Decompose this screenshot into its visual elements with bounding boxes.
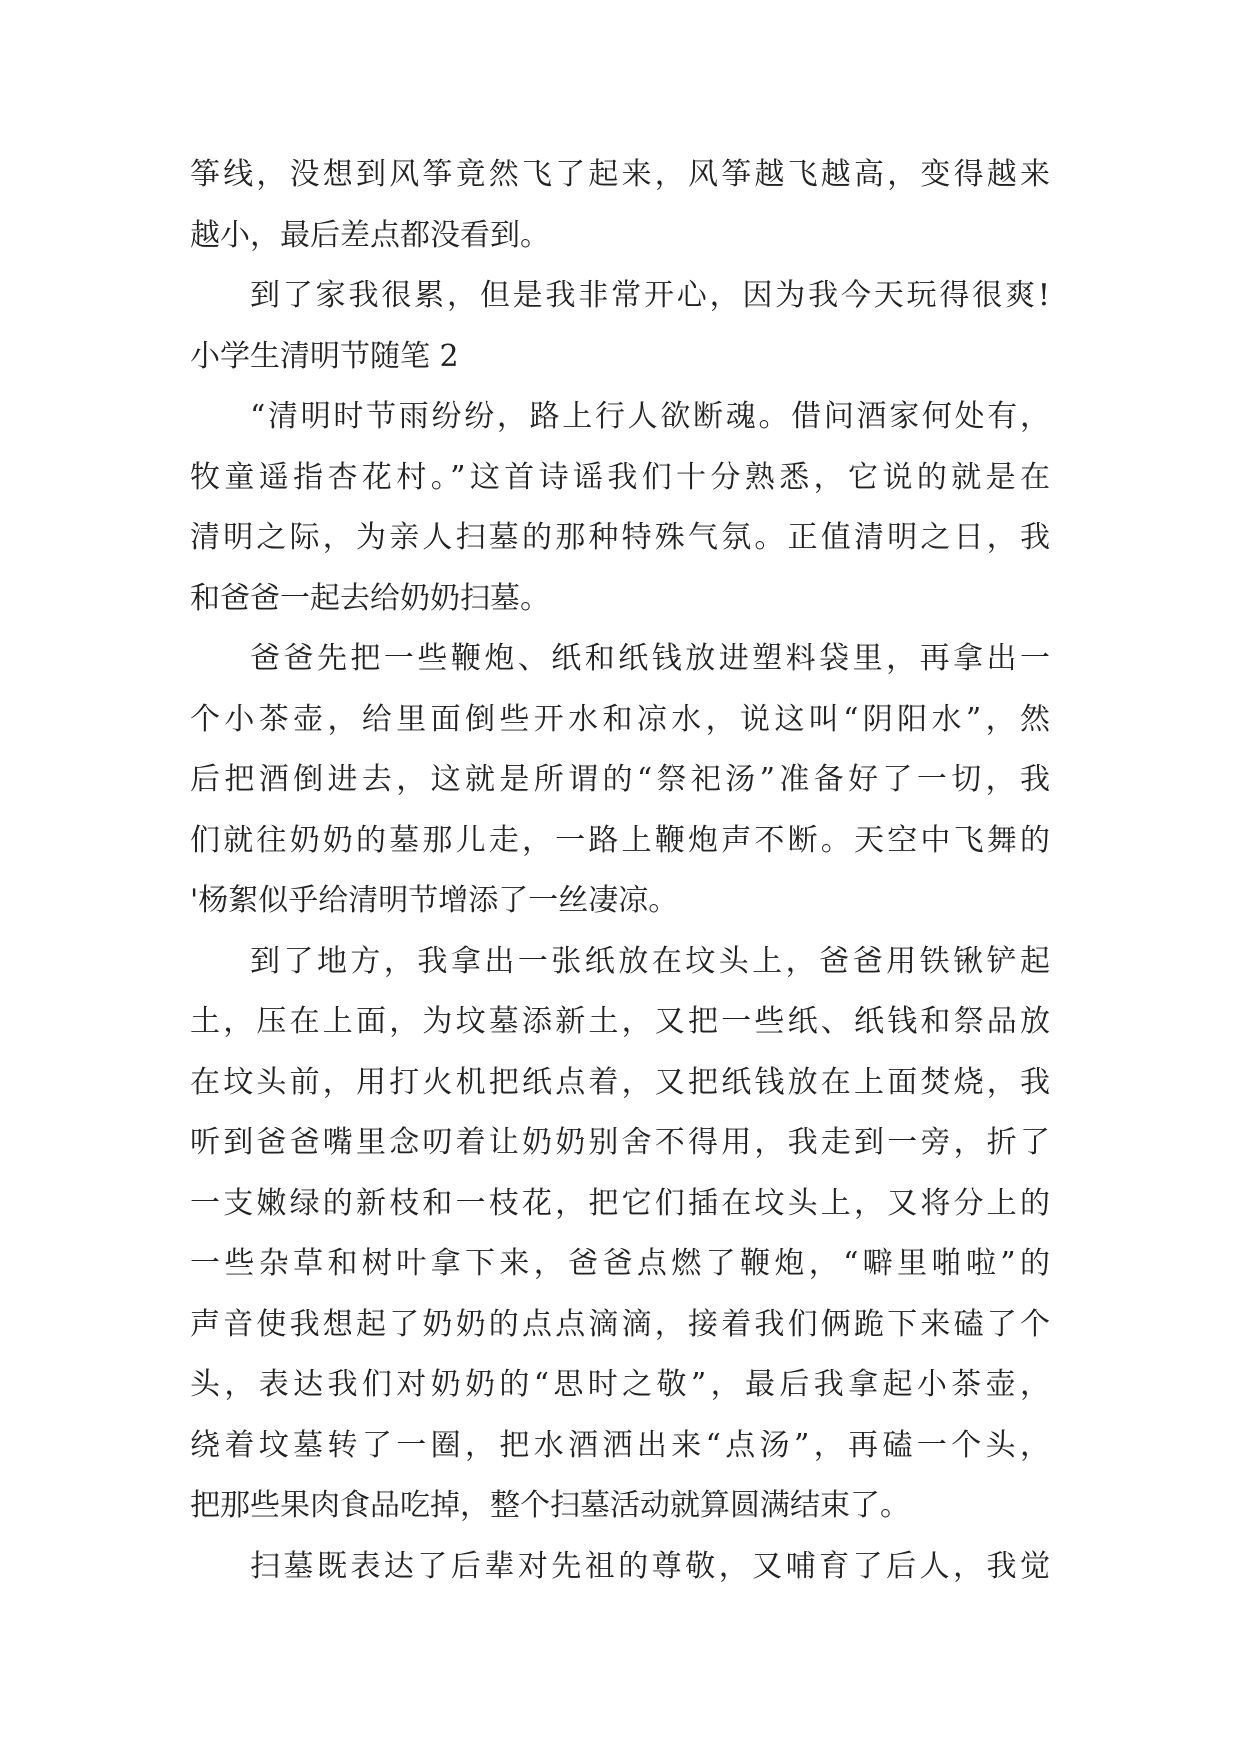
text-line: 绕着坟墓转了一圈，把水酒洒出来“点汤”，再磕一个头，: [190, 1427, 1050, 1463]
text-line: 们就往奶奶的墓那儿走，一路上鞭炮声不断。天空中飞舞的: [190, 822, 1050, 858]
text-line: 爸爸先把一些鞭炮、纸和纸钱放进塑料袋里，再拿出一: [250, 641, 1050, 676]
text-line: 清明之际，为亲人扫墓的那种特殊气氛。正值清明之日，我: [190, 520, 1050, 555]
text-line: 后把酒倒进去，这就是所谓的“祭祀汤”准备好了一切，我: [190, 762, 1050, 797]
paragraph: [190, 266, 1050, 327]
text-line: 一些杂草和树叶拿下来，爸爸点燃了鞭炮，“噼里啪啦”的: [190, 1246, 1050, 1281]
paragraph: [190, 932, 1050, 1537]
text-line: 把那些果肉食品吃掉，整个扫墓活动就算圆满结束了。: [190, 1488, 910, 1523]
text-line: 扫墓既表达了后辈对先祖的尊敬，又哺育了后人，我觉: [250, 1548, 1050, 1584]
document-body: [190, 145, 1050, 1597]
paragraph: [190, 145, 1050, 266]
heading-text: 小学生清明节随笔 2: [190, 338, 459, 374]
text-line: 声音使我想起了奶奶的点点滴滴，接着我们俩跪下来磕了个: [190, 1306, 1050, 1342]
text-line: 个小茶壶，给里面倒些开水和凉水，说这叫“阴阳水”，然: [190, 701, 1050, 737]
text-line: 筝线，没想到风筝竟然飞了起来，风筝越飞越高，变得越来: [190, 157, 1050, 192]
section-heading: [190, 327, 1050, 388]
paragraph: [190, 629, 1050, 932]
text-line: 一支嫩绿的新枝和一枝花，把它们插在坟头上，又将分上的: [190, 1185, 1050, 1221]
text-line: 到了地方，我拿出一张纸放在坟头上，爸爸用铁锹铲起: [250, 943, 1050, 979]
text-line: 听到爸爸嘴里念叨着让奶奶别舍不得用，我走到一旁，折了: [190, 1125, 1050, 1160]
text-line: 牧童遥指杏花村。”这首诗谣我们十分熟悉，它说的就是在: [190, 459, 1050, 495]
text-line: 到了家我很累，但是我非常开心，因为我今天玩得很爽!: [250, 278, 1050, 313]
text-line: 头，表达我们对奶奶的“思时之敬”，最后我拿起小茶壶，: [190, 1367, 1050, 1402]
paragraph: [190, 1537, 1050, 1598]
text-line: “清明时节雨纷纷，路上行人欲断魂。借问酒家何处有，: [250, 399, 1050, 434]
text-line: 在坟头前，用打火机把纸点着，又把纸钱放在上面焚烧，我: [190, 1064, 1050, 1100]
text-line: 越小，最后差点都没看到。: [190, 217, 550, 253]
paragraph: [190, 387, 1050, 629]
text-line: 土，压在上面，为坟墓添新土，又把一些纸、纸钱和祭品放: [190, 1004, 1050, 1039]
text-line: 和爸爸一起去给奶奶扫墓。: [190, 580, 550, 616]
text-line: '杨絮似乎给清明节增添了一丝凄凉。: [190, 883, 679, 918]
